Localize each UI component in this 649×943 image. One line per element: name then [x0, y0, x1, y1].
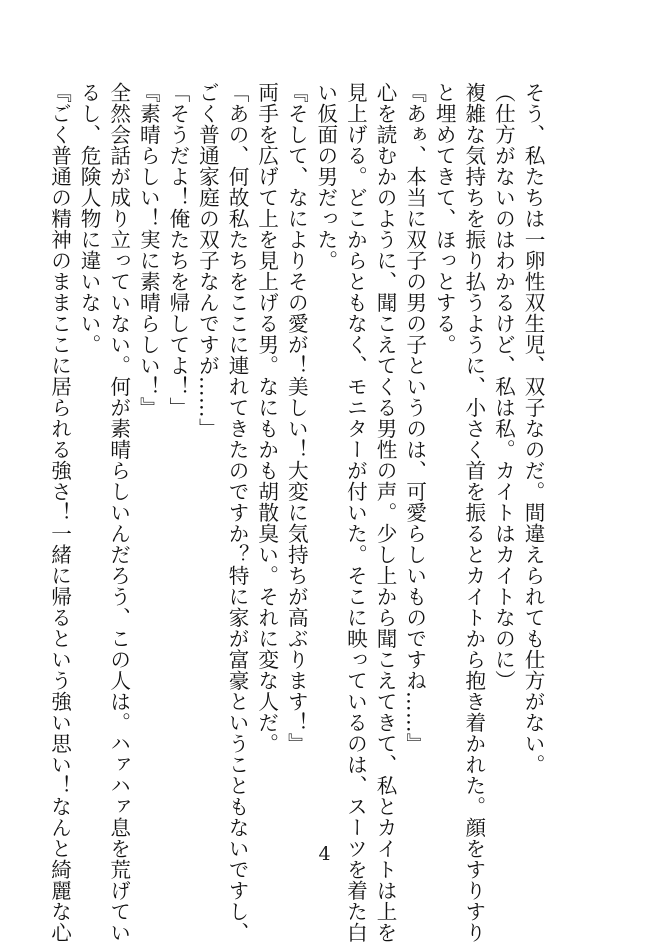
text-line-2: （仕方がないのはわかるけど、私は私。カイトはカイトなのに）	[491, 82, 516, 691]
text-line-12: ごく普通家庭の双子なんですが……」	[195, 82, 220, 439]
text-line-13: 「そうだよ！俺たちを帰してよ！」	[165, 82, 190, 418]
text-line-8: い仮面の男だった。	[313, 82, 338, 271]
text-line-5: 『あぁ、本当に双子の男の子というのは、可愛らしいものですね……』	[402, 82, 427, 754]
text-line-9: 『そして、なによりその愛が！美しい！大変に気持ちが高ぶります！』	[284, 82, 309, 754]
text-line-15: 全然会話が成り立っていない。何が素晴らしいんだろう、この人は。ハァハァ息を荒げてい	[106, 82, 131, 943]
text-line-10: 両手を広げて上を見上げる男。なにもかも胡散臭い。それに変な人だ。	[254, 82, 279, 754]
text-line-1: そう、私たちは一卵性双生児、双子なのだ。間違えられても仕方がない。	[521, 82, 545, 775]
text-line-16: るし、危険人物に違いない。	[77, 82, 102, 355]
text-line-4: と埋めてきて、ほっとする。	[432, 82, 457, 355]
text-line-17: 『ごく普通の精神のままここに居られる強さ！一緒に帰るという強い思い！なんと綺麗な心	[47, 82, 72, 943]
text-line-3: 複雑な気持ちを振り払うように、小さく首を振るとカイトから抱き着かれた。顔をすりすり	[461, 82, 486, 943]
page-number: 4	[318, 843, 331, 865]
text-line-11: 「あの、何故私たちをここに連れてきたのですか？特に家が富豪ということもないですし、	[225, 82, 250, 943]
text-line-6: 心を読むかのように、聞こえてくる男性の声。少し上から聞こえてきて、私とカイトは上を	[373, 82, 398, 943]
text-line-7: 見上げる。どこからともなく、モニターが付いた。そこに映っているのは、スーツを着た白	[343, 82, 368, 943]
text-line-14: 『素晴らしい！実に素晴らしい！』	[136, 82, 161, 418]
vertical-text-block	[47, 82, 547, 943]
